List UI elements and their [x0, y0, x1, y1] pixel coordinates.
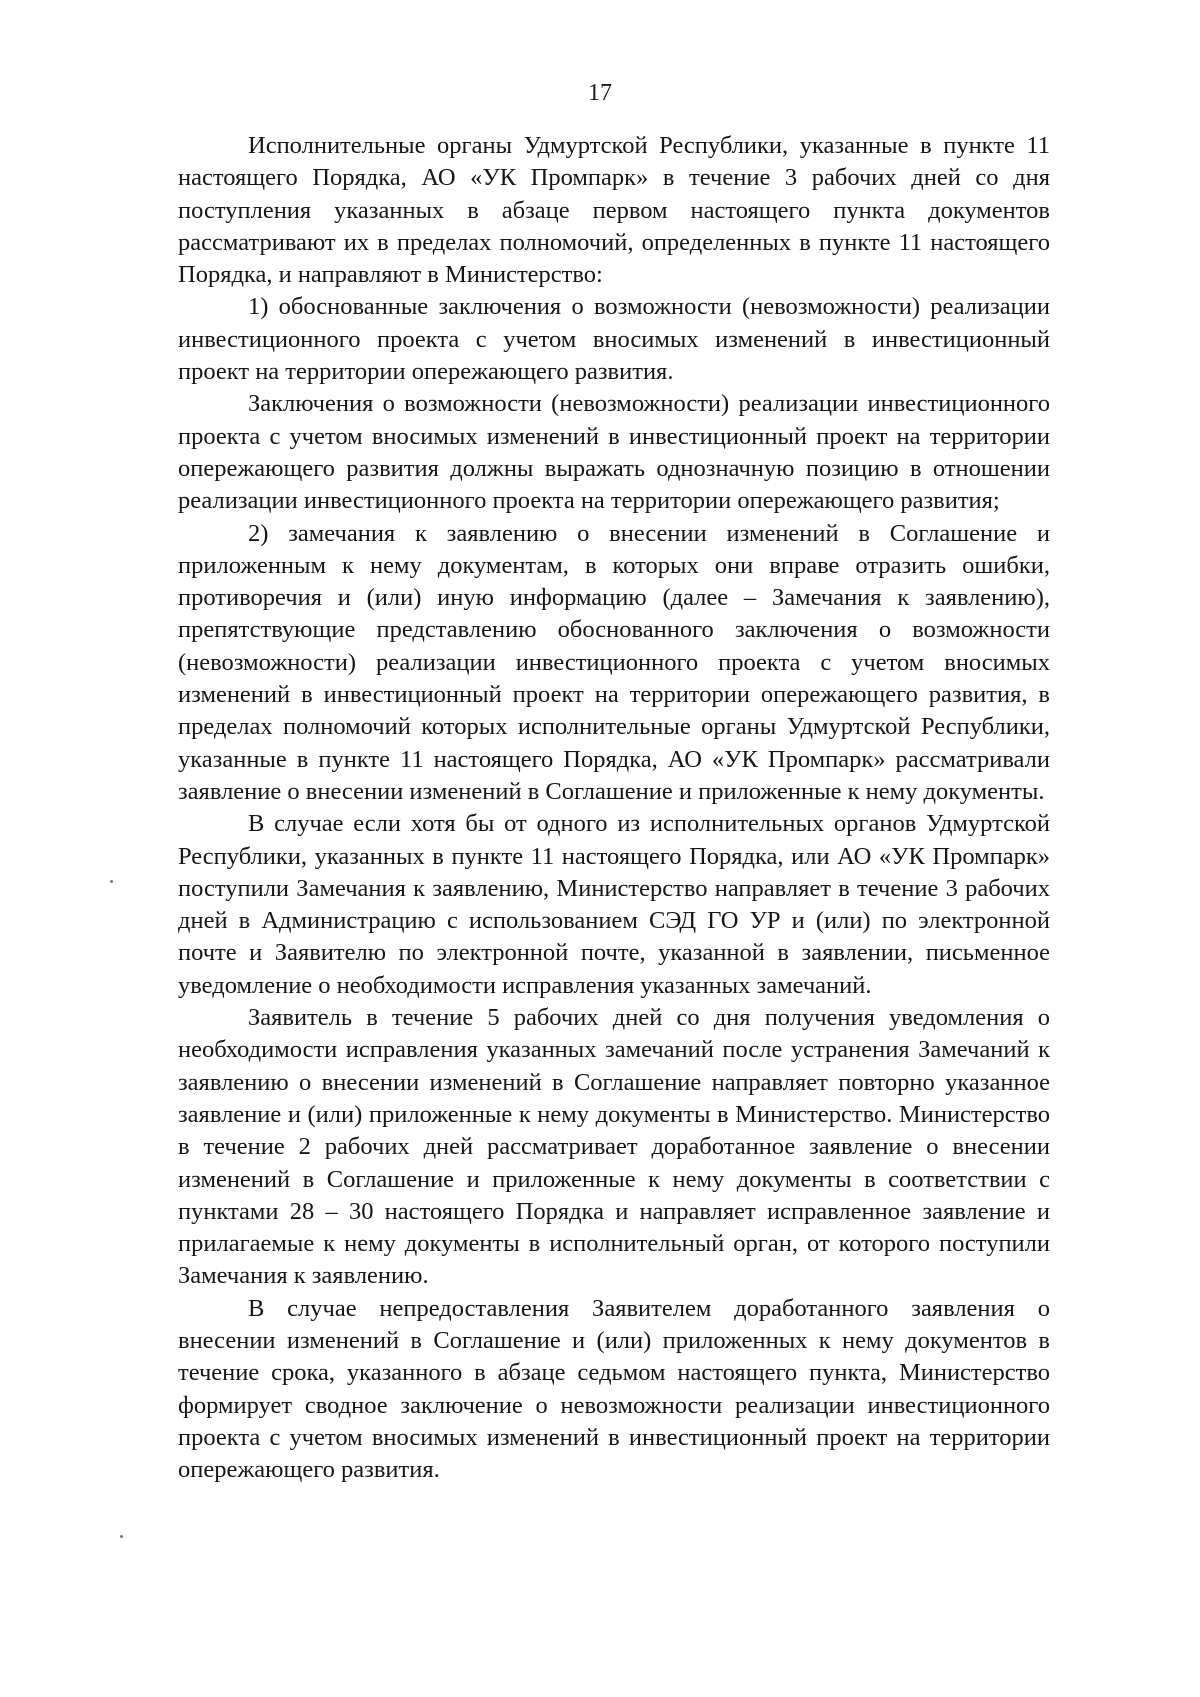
paragraph: Исполнительные органы Удмуртской Республики, указанные в пункте 11 настоящего Порядка, АО «УК Промпарк» в течение 3 рабочих дней со дня поступления указанных в абзаце первом настоящего пункта документов рассматривают их в пределах полномочий, определенных в пункте 11 настоящего Порядка, и направляют в Министерство:	[178, 132, 1050, 289]
paragraph: Заключения о возможности (невозможности) реализации инвестиционного проекта с учетом вносимых изменений в инвестиционный проект на территории опережающего развития должны выражать однозначную позицию в отношении реализации инвестиционного проекта на территории опережающего развития;	[178, 390, 1050, 515]
page-number: 17	[588, 80, 612, 106]
paragraph: 2) замечания к заявлению о внесении изменений в Соглашение и приложенным к нему документам, в которых они вправе отразить ошибки, противоречия и (или) иную информацию (далее – Замечания к заявлению), препятствующие представлению обоснованного заключения о возможности (невозможности) реализации инвестиционного проекта с учетом вносимых изменений в инвестиционный проект на территории опережающего развития, в пределах полномочий которых исполнительные органы Удмуртской Республики, указанные в пункте 11 настоящего Порядка, АО «УК Промпарк» рассматривали заявление о внесении изменений в Соглашение и приложенные к нему документы.	[178, 519, 1050, 805]
scan-speck	[110, 880, 113, 883]
paragraph: В случае если хотя бы от одного из исполнительных органов Удмуртской Республики, указанных в пункте 11 настоящего Порядка, или АО «УК Промпарк» поступили Замечания к заявлению, Министерство направляет в течение 3 рабочих дней в Администрацию с использованием СЭД ГО УР и (или) по электронной почте и Заявителю по электронной почте, указанной в заявлении, письменное уведомление о необходимости исправления указанных замечаний.	[178, 810, 1050, 999]
document-body	[178, 130, 1050, 1486]
paragraph: 1) обоснованные заключения о возможности (невозможности) реализации инвестиционного проекта с учетом вносимых изменений в инвестиционный проект на территории опережающего развития.	[178, 293, 1050, 386]
paragraph: Заявитель в течение 5 рабочих дней со дня получения уведомления о необходимости исправления указанных замечаний после устранения Замечаний к заявлению о внесении изменений в Соглашение направляет повторно указанное заявление и (или) приложенные к нему документы в Министерство. Министерство в течение 2 рабочих дней рассматривает доработанное заявление о внесении изменений в Соглашение и приложенные к нему документы в соответствии с пунктами 28 – 30 настоящего Порядка и направляет исправленное заявление и прилагаемые к нему документы в исполнительный орган, от которого поступили Замечания к заявлению.	[178, 1004, 1050, 1290]
scan-speck	[120, 1535, 123, 1538]
paragraph: В случае непредоставления Заявителем доработанного заявления о внесении изменений в Соглашение и (или) приложенных к нему документов в течение срока, указанного в абзаце седьмом настоящего пункта, Министерство формирует сводное заключение о невозможности реализации инвестиционного проекта с учетом вносимых изменений в инвестиционный проект на территории опережающего развития.	[178, 1294, 1050, 1484]
